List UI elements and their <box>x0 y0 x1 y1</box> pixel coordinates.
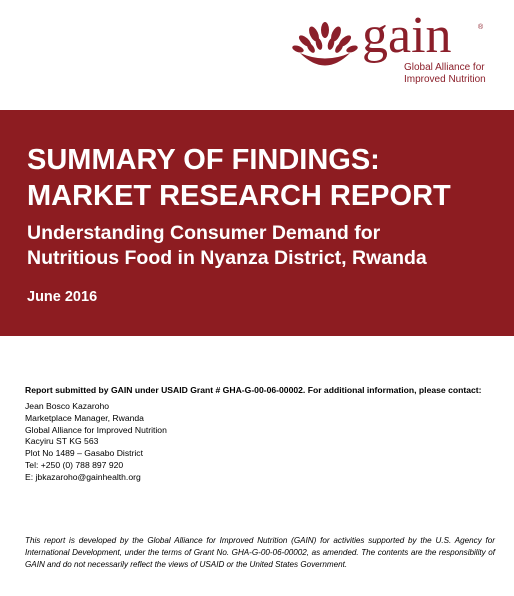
submission-statement: Report submitted by GAIN under USAID Grant # GHA-G-00-06-00002. For additional information, please contact: <box>25 385 482 395</box>
report-subtitle-line1: Understanding Consumer Demand for <box>27 222 381 244</box>
report-title-line2: MARKET RESEARCH REPORT <box>27 180 451 212</box>
report-subtitle-line2: Nutritious Food in Nyanza District, Rwanda <box>27 247 427 269</box>
title-band <box>0 110 514 336</box>
contact-phone: Tel: +250 (0) 788 897 920 <box>25 459 124 470</box>
report-date: June 2016 <box>27 289 98 305</box>
report-title-line1: SUMMARY OF FINDINGS: <box>27 144 380 176</box>
contact-plot: Plot No 1489 – Gasabo District <box>25 448 143 459</box>
logo-wordmark: gain <box>362 7 452 64</box>
logo-tagline-line1: Global Alliance for <box>404 62 485 73</box>
contact-street: Kacyiru ST KG 563 <box>25 436 99 447</box>
contact-block <box>25 401 167 484</box>
contact-organization: Global Alliance for Improved Nutrition <box>25 424 167 435</box>
disclaimer: This report is developed by the Global Alliance for Improved Nutrition (GAIN) for activities supported by the U.S. Agency for International Development, under the terms of Grant No. GHA-G-00-06-00002, as amended. The contents are the responsibility of GAIN and do not necessarily reflect the views of USAID or the United States Government. <box>25 536 495 569</box>
grain-wheat-icon <box>292 20 358 74</box>
contact-email: E: jbkazaroho@gainhealth.org <box>25 471 141 482</box>
gain-logo <box>292 7 502 110</box>
registered-mark: ® <box>478 24 484 31</box>
contact-role: Marketplace Manager, Rwanda <box>25 412 144 423</box>
logo-tagline-line2: Improved Nutrition <box>404 74 486 85</box>
contact-name: Jean Bosco Kazaroho <box>25 401 110 411</box>
